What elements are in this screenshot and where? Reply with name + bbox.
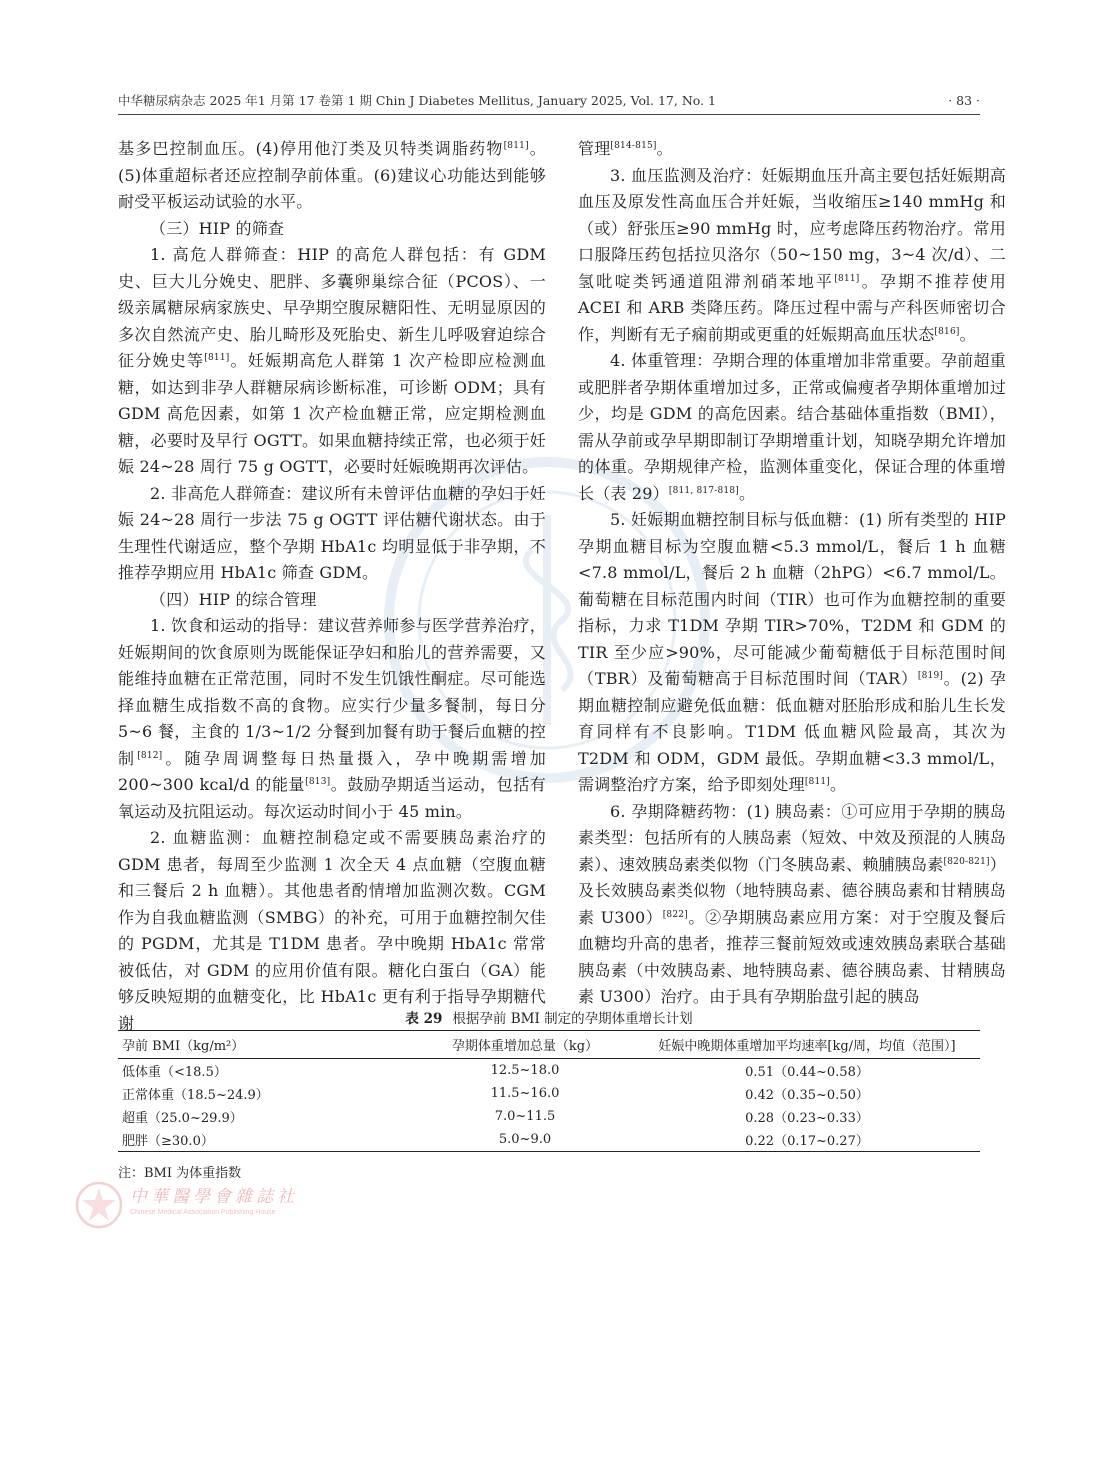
table-cell: 肥胖（≥30.0） (122, 1134, 214, 1149)
citation-ref: [822] (662, 909, 688, 920)
paragraph (578, 163, 1006, 349)
column-header: 妊娠中晚期体重增加平均速率[kg/周，均值（范围）] (658, 1039, 956, 1054)
citation-ref: [819] (917, 671, 944, 681)
table-cell: 11.5~16.0 (490, 1086, 560, 1101)
table-title: 根据孕前 BMI 制定的孕期体重增长计划 (452, 1011, 693, 1027)
paragraph (118, 136, 546, 216)
table-cell: 0.28（0.23~0.33） (745, 1111, 869, 1126)
paragraph: 2. 血糖监测：血糖控制稳定或不需要胰岛素治疗的 GDM 患者，每周至少监测 1 次全天 4 点血糖（空腹血糖和三餐后 2 h 血糖）。其他患者酌情增加监测次数。CGM 作为自我血糖监测（SMBG）的补充，可用于血糖控制欠佳的 PGDM，尤其是 T1DM 患者。孕中晚期 HbA1c 常常被低估，对 GDM 的应用价值有限。糖化白蛋白（GA）能够反映短期的血糖变化，比 HbA1c 更有利于指导孕期糖代谢 (118, 828, 546, 1033)
paragraph (578, 348, 1006, 507)
table-footnote: 注：BMI 为体重指数 (118, 1166, 242, 1181)
citation-ref: [811] (503, 141, 529, 151)
table-cell: 0.22（0.17~0.27） (745, 1134, 869, 1149)
paragraph (118, 613, 546, 825)
citation-ref: [811, 817-818] (668, 485, 739, 496)
citation-ref: [820-821] (943, 856, 990, 867)
table-cell: 低体重（<18.5） (122, 1065, 227, 1080)
column-header: 孕前 BMI（kg/m²） (122, 1039, 245, 1054)
citation-ref: [813] (305, 777, 331, 787)
publisher-name-en: Chinese Medical Association Publishing House (130, 1209, 276, 1216)
section-heading: （四）HIP 的综合管理 (150, 589, 317, 609)
text-run: 6. 孕期降糖药物：(1) 胰岛素：①可应用于孕期的胰岛素类型：包括所有的人胰岛素（短效、中效及预混的人胰岛素）、速效胰岛素类似物（门冬胰岛素、赖脯胰岛素 (578, 801, 1006, 874)
paragraph: 2. 非高危人群筛查：建议所有未曾评估血糖的孕妇于妊娠 24~28 周行一步法 75 g OGTT 评估糖代谢状态。由于生理性代谢适应，整个孕期 HbA1c 均明显低于非孕期，不推荐孕期应用 HbA1c 筛查 GDM。 (118, 483, 546, 582)
text-run: 1. 饮食和运动的指导：建议营养师参与医学营养治疗，妊娠期间的饮食原则为既能保证孕妇和胎儿的营养需要，又能维持血糖在正常范围，同时不发生饥饿性酮症。尽可能选择血糖生成指数不高的食物。应实行少量多餐制，每日分 5~6 餐，主食的 1/3~1/2 分餐到加餐有助于餐后血糖的控制 (118, 616, 546, 768)
text-run: 。鼓励孕期适当运动，包括有氧运动及抗阻运动。每次运动时间小于 45 min。 (118, 775, 547, 821)
paragraph (118, 242, 546, 481)
table-label: 表 29 (405, 1011, 443, 1027)
column-header: 孕期体重增加总量（kg） (451, 1039, 599, 1054)
paragraph (578, 799, 1006, 1011)
paragraph (578, 136, 1006, 163)
citation-ref: [811] (804, 777, 831, 787)
table-cell: 5.0~9.0 (498, 1132, 552, 1147)
text-run: 1. 高危人群筛查：HIP 的高危人群包括：有 GDM 史、巨大儿分娩史、肥胖、多囊卵巢综合征（PCOS）、一级亲属糖尿病家族史、早孕期空腹尿糖阳性、无明显原因的多次自然流产史、胎儿畸形及死胎史、新生儿呼吸窘迫综合征分娩史等 (118, 245, 546, 370)
text-run: 。②孕期胰岛素应用方案：对于空腹及餐后血糖均升高的患者，推荐三餐前短效或速效胰岛素联合基础胰岛素（中效胰岛素、地特胰岛素、德谷胰岛素、甘精胰岛素 U300）治疗。由于具有孕期胎盘引起的胰岛 (578, 907, 1006, 1006)
table-row (118, 1105, 980, 1128)
text-run: 基多巴控制血压。(4)停用他汀类及贝特类调脂药物 (118, 139, 504, 158)
text-run: 。 (738, 483, 756, 503)
table-cell: 7.0~11.5 (494, 1109, 556, 1124)
table-row (118, 1082, 980, 1105)
table-cell: 0.42（0.35~0.50） (745, 1088, 869, 1103)
table-header-row (118, 1031, 980, 1059)
bmi-weight-gain-table (118, 1030, 980, 1152)
journal-citation: 中华糖尿病杂志 2025 年1 月第 17 卷第 1 期 Chin J Diabetes Mellitus, January 2025, Vol. 17, No. 1 (118, 93, 716, 108)
text-run: 。(5)体重超标者还应控制孕前体重。(6)建议心功能达到能够耐受平板运动试验的水平。 (118, 139, 547, 211)
text-run: 5. 妊娠期血糖控制目标与低血糖：(1) 所有类型的 HIP 孕期血糖目标为空腹血糖<5.3 mmol/L，餐后 1 h 血糖<7.8 mmol/L，餐后 2 h 血糖（2hPG）<6.7 mmol/L。葡萄糖在目标范围内时间（TIR）也可作为血糖控制的重要指标，力求 T1DM 孕期 TIR>70%，T2DM 和 GDM 的 TIR 至少应>90%，尽可能减少葡萄糖低于目标范围时间（TBR）及葡萄糖高于目标范围时间（TAR） (578, 510, 1006, 688)
text-run: 。孕期不推荐使用 ACEI 和 ARB 类降压药。降压过程中需与产科医师密切合作，判断有无子痫前期或更重的妊娠期高血压状态 (578, 271, 1006, 344)
text-run: 管理 (578, 139, 611, 158)
right-column (578, 136, 1006, 1006)
table-cell: 12.5~18.0 (490, 1063, 560, 1078)
table-caption (118, 1008, 980, 1030)
citation-ref: [812] (137, 750, 163, 761)
running-header (118, 88, 980, 115)
page-number: · 83 · (948, 93, 980, 108)
section-heading: （三）HIP 的筛查 (150, 218, 285, 238)
text-run: 。妊娠期高危人群第 1 次产检即应检测血糖，如达到非孕人群糖尿病诊断标准，可诊断 ODM；具有 GDM 高危因素，如第 1 次产检血糖正常，应定期检测血糖，必要时及早行 OGTT。如果血糖持续正常，也必须于妊娠 24~28 周行 75 g OGTT，必要时妊娠晚期再次评估。 (118, 351, 546, 476)
text-run: 。 (830, 775, 847, 794)
citation-ref: [811] (204, 353, 230, 363)
text-run: 。随孕周调整每日热量摄入，孕中晚期需增加 200~300 kcal/d 的能量 (118, 748, 546, 794)
table-row (118, 1059, 980, 1083)
citation-ref: [814-815] (610, 141, 657, 151)
text-run: 。 (959, 324, 976, 344)
table-row (118, 1128, 980, 1152)
publisher-logo (130, 1182, 298, 1216)
citation-ref: [811] (834, 273, 860, 284)
publisher-seal-icon (74, 1180, 124, 1230)
text-run: 4. 体重管理：孕期合理的体重增加非常重要。孕前超重或肥胖者孕期体重增加过多，正常或偏瘦者孕期体重增加过少，均是 GDM 的高危因素。结合基础体重指数（BMI），需从孕前或孕早期即制订孕期增重计划，知晓孕期允许增加的体重。孕期规律产检，监测体重变化，保证合理的体重增长（表 29） (578, 351, 1006, 503)
publisher-name-cn: 中華醫學會雜誌社 (130, 1187, 298, 1207)
table-cell: 超重（25.0~29.9） (122, 1111, 243, 1126)
text-run: ）及长效胰岛素类似物（地特胰岛素、德谷胰岛素和甘精胰岛素 U300） (578, 854, 1006, 927)
table-cell: 0.51（0.44~0.58） (745, 1065, 869, 1080)
text-run: 。(2) 孕期血糖控制应避免低血糖：低血糖对胚胎形成和胎儿生长发育同样有不良影响。T1DM 低血糖风险最高，其次为 T2DM 和 ODM，GDM 最低。孕期血糖<3.3 mmol/L，需调整治疗方案，给予即刻处理 (578, 669, 1006, 794)
citation-ref: [816] (934, 326, 960, 337)
table-cell: 正常体重（18.5~24.9） (122, 1088, 269, 1103)
text-run: 3. 血压监测及治疗：妊娠期血压升高主要包括妊娠期高血压及原发性高血压合并妊娠，当收缩压≥140 mmHg 和（或）舒张压≥90 mmHg 时，应考虑降压药物治疗。常用口服降压药包括拉贝洛尔（50~150 mg，3~4 次/d）、二氢吡啶类钙通道阻滞剂硝苯地平 (578, 165, 1006, 291)
text-run: 。 (656, 139, 673, 158)
paragraph (578, 507, 1006, 799)
